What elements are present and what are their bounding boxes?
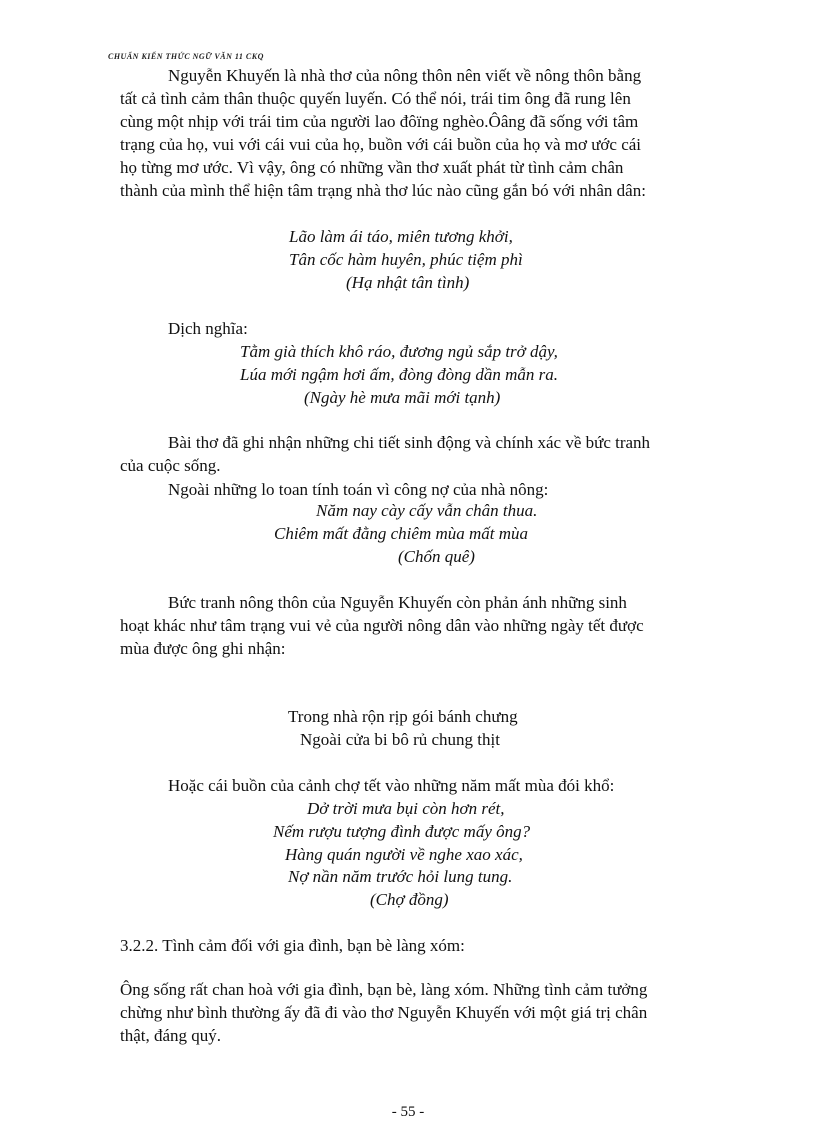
poem-2-source: (Ngày hè mưa mãi mới tạnh) — [304, 388, 501, 407]
paragraph-1-line: trạng của họ, vui với cái vui của họ, buồn với cái buồn của họ và mơ ước cái — [120, 135, 642, 154]
poem-5-line: Nợ nần năm trước hỏi lung tung. — [288, 867, 513, 886]
poem-1-line: Tân cốc hàm huyên, phúc tiệm phì — [289, 250, 523, 269]
poem-3-source: (Chốn quê) — [398, 547, 475, 566]
poem-5-line: Hàng quán người về nghe xao xác, — [285, 845, 523, 864]
poem-1-line: Lão làm ái táo, miên tương khởi, — [289, 227, 513, 246]
paragraph-4-line: mùa được ông ghi nhận: — [120, 639, 286, 658]
poem-5-line: Dở trời mưa bụi còn hơn rét, — [307, 799, 505, 818]
page-number: - 55 - — [391, 1104, 425, 1120]
paragraph-5: Hoặc cái buồn của cảnh chợ tết vào những năm mất mùa đói khổ: — [168, 776, 615, 795]
paragraph-6-line: thật, đáng quý. — [120, 1026, 222, 1045]
paragraph-1-line: cùng một nhịp với trái tim của người lao đôïng nghèo.Ôâng đã sống với tâm — [120, 112, 639, 131]
paragraph-1-line: Nguyễn Khuyến là nhà thơ của nông thôn nên viết về nông thôn bằng — [168, 66, 642, 85]
poem-4-line: Ngoài cửa bi bô rủ chung thịt — [300, 730, 500, 749]
paragraph-1-line: thành của mình thể hiện tâm trạng nhà thơ lúc nào cũng gắn bó với nhân dân: — [120, 181, 646, 200]
paragraph-2-line: Bài thơ đã ghi nhận những chi tiết sinh động và chính xác về bức tranh — [168, 433, 651, 452]
paragraph-6-line: chừng như bình thường ấy đã đi vào thơ Nguyễn Khuyến với một giá trị chân — [120, 1003, 648, 1022]
translation-label: Dịch nghĩa: — [168, 319, 248, 338]
paragraph-4-line: Bức tranh nông thôn của Nguyễn Khuyến còn phản ánh những sinh — [168, 593, 627, 612]
paragraph-1-line: họ từng mơ ước. Vì vậy, ông có những vần thơ xuất phát từ tình cảm chân — [120, 158, 624, 177]
poem-5-line: Nếm rượu tượng đình được mấy ông? — [273, 822, 531, 841]
section-heading: 3.2.2. Tình cảm đối với gia đình, bạn bè làng xóm: — [120, 936, 465, 955]
poem-4-line: Trong nhà rộn rịp gói bánh chưng — [288, 707, 518, 726]
paragraph-6-line: Ông sống rất chan hoà với gia đình, bạn bè, làng xóm. Những tình cảm tưởng — [120, 980, 648, 999]
page-header: CHUẨN KIẾN THỨC NGỮ VĂN 11 CKQ — [108, 52, 264, 61]
poem-3-line: Năm nay cày cấy vẫn chân thua. — [316, 501, 538, 520]
poem-3-line: Chiêm mất đằng chiêm mùa mất mùa — [274, 524, 529, 543]
poem-2-line: Tằm già thích khô ráo, đương ngủ sắp trở dậy, — [240, 342, 558, 361]
paragraph-1-line: tất cả tình cảm thân thuộc quyến luyến. Có thể nói, trái tim ông đã rung lên — [120, 89, 631, 108]
poem-2-line: Lúa mới ngậm hơi ấm, đòng đòng dần mẫn ra. — [240, 365, 559, 384]
paragraph-3: Ngoài những lo toan tính toán vì công nợ của nhà nông: — [168, 480, 549, 499]
poem-5-source: (Chợ đồng) — [370, 890, 449, 909]
paragraph-2-line: của cuộc sống. — [120, 456, 221, 475]
paragraph-4-line: hoạt khác như tâm trạng vui vẻ của người nông dân vào những ngày tết được — [120, 616, 644, 635]
poem-1-source: (Hạ nhật tân tình) — [346, 273, 470, 292]
